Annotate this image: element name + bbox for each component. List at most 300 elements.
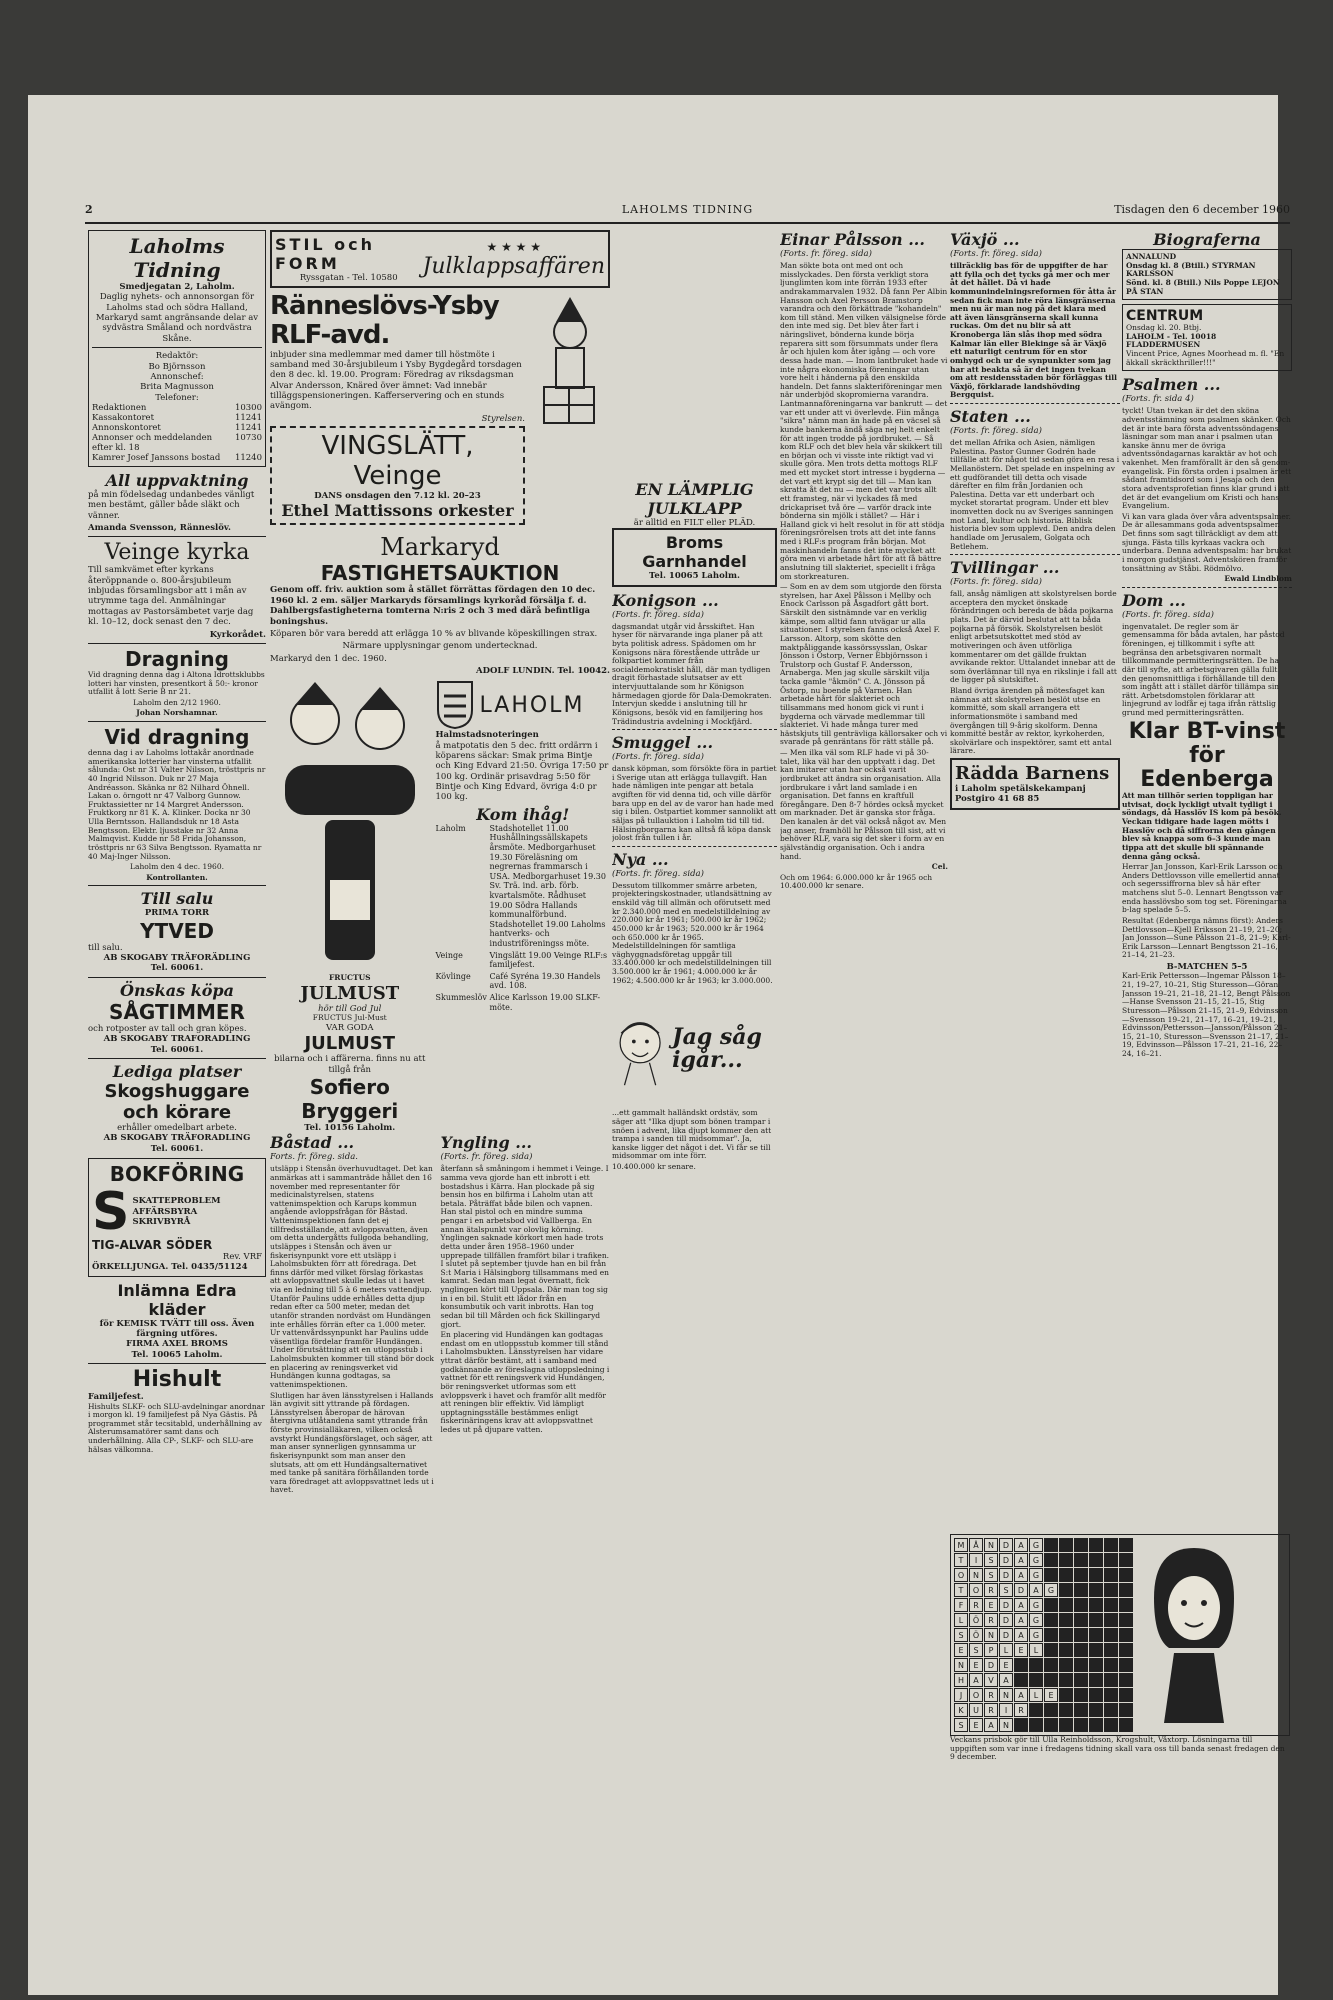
crossword-cell	[1074, 1598, 1088, 1612]
drag1-text: Vid dragning denna dag i Altona Idrottsklubbs lotteri har vinsten, presentkort å 50:- kronor utfallit å lott Serie B nr 21.	[88, 669, 265, 697]
crossword-cell	[1089, 1553, 1103, 1567]
salu-firm: AB SKOGABY TRÄFORÄDLING	[103, 953, 251, 964]
bas-title: Båstad ...	[270, 1133, 355, 1153]
crossword-cell: N	[999, 1718, 1013, 1732]
crossword-cell: E	[1014, 1643, 1028, 1657]
phone-label: Annonser och meddelanden efter kl. 18	[92, 432, 213, 453]
masthead-address: Smedjegatan 2, Laholm.	[119, 282, 235, 292]
phone-row	[92, 423, 262, 433]
mk-text3: Närmare upplysningar genom undertecknad.	[342, 641, 538, 652]
mk-sign: ADOLF LUNDIN. Tel. 10042.	[476, 665, 610, 676]
crossword-cell: H	[954, 1673, 968, 1687]
ads-name: Brita Magnusson	[140, 382, 214, 393]
crossword-cell: D	[999, 1568, 1013, 1582]
crossword-grid	[954, 1538, 1133, 1732]
column-2	[270, 230, 610, 1980]
kopa-title: Önskas köpa	[120, 980, 234, 1000]
mk-title: Markaryd	[380, 533, 500, 562]
psa-text2: Vi kan vara glada över våra adventspsalmer. De är allesammans goda adventspsalmer. Det finns som sagt tillräckligt av dem att sjunga. Fästa tills kyrkaas vackra och underbara. Denna adventspsalm: har brukat i morgon gudstjänst. Adventskören framför tonsättning av Ståbi. Rödmölvo.	[1122, 511, 1292, 573]
crossword-cell: A	[1014, 1688, 1028, 1702]
jag-cap: ...ett gammalt halländskt ordstäv, som säger att "Ilka djupt som bönen trampar i snöen i advent, lika djupt kommer den att trampa i sanden till midsommar". Ja, kanske ligger det något i det. Vi får se till midsommar om inte förr.	[612, 1108, 772, 1161]
ledig-firm: AB SKOGABY TRÄFORADLING	[103, 1133, 251, 1144]
radda-sub: i Laholm spetälskekampanj	[955, 784, 1086, 794]
crossword-cell	[1059, 1658, 1073, 1672]
crossword-cell	[1089, 1703, 1103, 1717]
crossword-cell	[1074, 1643, 1088, 1657]
phone-label: Kassakontoret	[92, 412, 154, 423]
salu-pre: till salu.	[88, 942, 123, 953]
phone-row	[92, 453, 262, 463]
rlf-title: Ränneslövs-Ysby RLF-avd.	[270, 291, 499, 350]
crossword-cell: L	[1029, 1643, 1043, 1657]
woman-portrait-icon	[1139, 1538, 1249, 1728]
crossword-cell	[1089, 1538, 1103, 1552]
psa-text: tyckt! Utan tvekan är det den sköna adventsstämning som psalmen skänker. Och det är inte bara första adventssöndagens läsningar som man anar i psalmen utan kanske ännu mer de övriga adventssöndagarnas karaktär av hot och vakenhet. Men framförallt är den så genom-evangelisk. Fin första orden i psalmen är ett sådant framtidsord som i Jesaja och den stora adventsprofetian finns klar grund i att det är det evangelium om Kristi och hans Evangelium.	[1122, 406, 1292, 511]
column-3	[612, 230, 777, 1980]
crossword-cell: R	[984, 1703, 998, 1717]
bok-city: ÖRKELLJUNGA. Tel. 0435/51124	[92, 1262, 248, 1273]
crossword-cell	[1044, 1553, 1058, 1567]
crossword-cell: I	[969, 1553, 983, 1567]
phone-number: 10300	[234, 402, 262, 413]
klar-res: Resultat (Edenberga nämns först): Anders Dettlovsson—Kjell Eriksson 21–19, 21–20; Jan Jonsson—Sune Pålsson 21–8, 21–9; Karl-Erik Larsson—Lennart Bengtsson 21–16, 21–14, 21–23.	[1122, 915, 1291, 960]
ein-cap2: Och om 1964: 6.000.000 kr år 1965 och 10.400.000 kr senare.	[780, 872, 933, 891]
bio-cen-t: Onsdag kl. 20. Btbj.	[1126, 323, 1202, 333]
bas-text1: utsläpp i Stensån överhuvudtaget. Det kan anmärkas att i sammanträde hållet den 16 november med representanter för medicinalstyrelsen, statens vattenimspektion och Karups kommun angående avloppsfrågan för Båstad. Vattenimspektionen fann det ej tillfredsställande, att avloppsvatten, även om detta undergåtts fullgoda behandling, utsläppes i Stensån och även ur fiskerisynpunkt vore ett utsläpp i Laholmsbukten förr att föredraga. Det finns därför med vilket förslag förkastas att avloppsvattnet skulle ledas ut i havet via en ledning till 5 à 6 meters vattendjup. Utanför Paulins udde erhålles detta djup redan efter ca 500 meter, medan det utanför stranden nordväst om Hundängen inte erhålles förrän efter ca 1.000 meter. Ur vattenvårdssynpunkt har Paulins udde väsentliga fördelar framför Hundängen. Under förutsättning att en utloppsstub i Laholmsbukten kommer till ständ bör dock en placering av reningsverket vid Hundängen kunna godtagas, sa vattenimspektionen.	[270, 1164, 434, 1389]
crossword-cell: D	[999, 1538, 1013, 1552]
crossword-cell: Ö	[969, 1628, 983, 1642]
dom-sub: (Forts. fr. föreg. sida)	[1122, 609, 1214, 620]
phone-label: Kamrer Josef Janssons bostad	[92, 452, 221, 463]
crossword-cell	[1044, 1718, 1058, 1732]
kon-sub: (Forts. fr. föreg. sida)	[612, 609, 704, 620]
kom-place: Laholm	[435, 823, 466, 833]
crossword-cell	[1074, 1688, 1088, 1702]
kopa-big: SÅGTIMMER	[109, 999, 245, 1024]
kopa-tel: Tel. 60061.	[150, 1044, 204, 1055]
phone-label: Redaktionen	[92, 402, 147, 413]
kom-text: Stadshotellet 11.00 Hushållningssällskapets årsmöte. Medborgarhuset 19.30 Föreläsning om negrernas frammarsch i USA. Medborgarhuset 19.30 Sv. Trä. ind. arb. förb. kvartalsmöte. Rådhuset 19.00 Södra Hallands kommunalförbund. Stadshotellet 19.00 Laholms hantverks- och industriföreningss möte.	[489, 823, 606, 948]
rlf-text: inbjuder sina medlemmar med damer till höstmöte i samband med 30-årsjubileum i Ysby Bygdegård torsdagen den 8 dec. kl. 19.00. Program: Föredrag av riksdagsman Alvar Andersson, Knäred över ämnet: Vad innebär tilläggspensioneringen. Kafferservering och en stunds avängom.	[270, 349, 522, 412]
kom-place: Kövlinge	[435, 971, 471, 981]
paper-name: LAHOLMS TIDNING	[621, 203, 754, 216]
crossword-cell: D	[999, 1598, 1013, 1612]
kom-item	[436, 993, 610, 1012]
masthead-desc: Daglig nyhets- och annonsorgan för Laholms stad och södra Halland, Markaryd samt angränsande delar av sydvästra Småland och nordvästra Skåne.	[95, 292, 259, 344]
crossword-cell	[1089, 1583, 1103, 1597]
crossword-cell: O	[969, 1688, 983, 1702]
crossword-cell: T	[954, 1553, 968, 1567]
sof-title: JULMUST	[304, 1033, 396, 1055]
crossword-cell	[1044, 1613, 1058, 1627]
ledig-big2: och körare	[122, 1101, 232, 1123]
crossword-cell	[1119, 1658, 1133, 1672]
crossword-cell	[1029, 1673, 1043, 1687]
bio-title: Biograferna	[1153, 230, 1261, 249]
ein-text: Man sökte bota ont med ont och misslyckades. Den första verkligt stora ljunglimten kom inte förrän 1933 efter andrakammarvalen 1932. Då fann Per Albin Hansson och Axel Persson Bramstorp varandra och den förkättrade "kohandeln" kom till ständ. Men vilken välsignelse förde den inte med sig. Det blev åter fart i näringslivet, bönderna kunde börja reparera sitt som försummats under flera år och hjulen kom åter igång — och vore dessa hade man. — Inom lantbruket hade vi inte några ekonomiska föreningar utan vore helt i händerna på den enskilda handeln. Det fanns slakteriföreningar men när underbjöd skopromierna varandra. Lantmannaföreningarna var bankrutt — det var ett under att vi överlevde. Fiin många "sikra" nämn man än hade på en väcsel så kunde bankerna ändå säga nej helt enkelt för att ingen trodde på jordbruket. — Så kom RLF och det blev hela vår skikkert till en början och vi visste inte riktigt vad vi skulle göra. Men trots detta mottogs RLF med ett mycket stort intresse i bygderna — det vart ett krypt sig det till — Man kan skratta åt det nu — men det var trots allt ett framsteg, när vi lyckades få med drickapriset två öre — varför drack inte bönderna sin mjölk i stället? — Här i Halland gick vi helt resolut in för att stödja föreningsrörelsen trots att det inte fanns med i RLF:s program från början. Mot maskinhandeln fanns det inte mycket att göra men vi arbetade hårt för att få bättre anslutning till slakteriet, speciellt i fråga om storkreaturen.	[780, 261, 948, 581]
sta-text: det mellan Afrika och Asien, nämligen Palestina. Pastor Gunner Godrén hade tillfälle att för något tid sedan göra en resa i Mellanöstern. Det spelade en inspelning av ett gudförandet till detta och visade därefter en film från Jordanien och Palestina. Detta var ett underbart och mycket storartat program. Under ett blev inomvetten dock nu av Sveriges sanningen mot Land, kultur och historia. Biblisk historia blev som upplevd. Den andra delen handlade om Jerusalem, Golgata och Betlehem.	[950, 438, 1120, 551]
ygl-text2: En placering vid Hundängen kan godtagas endast om en utloppsstub kommer till stånd i Laholmsbukten. Länsstyrelsen har vidare yttrat därför bestämt, att i samband med godkännande av föreslagna utloppsledning i vattnet för ett reningsverk vid Hundängen, bör reningsverket utformas som ett avloppsverk i havet och framför allt medför att reningen blir effektiv. Vid lämpligt upptagningsställe bestämmes enligt fiskerinäringens krav att avloppsvattnet ledes ut på djupare vatten.	[440, 1330, 610, 1435]
bok-l3: SKRIVBYRÅ	[132, 1217, 191, 1228]
ledig-big1: Skogshuggare	[104, 1080, 250, 1102]
his-text: Hishults SLKF- och SLU-avdelningar anordnar i morgon kl. 19 familjefest på Nya Gästis. På programmet står tecsitabld, underhållning av Alsterumsamatörer samt dans och underhållning. Alla CP-, SLKF- och SLU-are hälsas välkomna.	[88, 1401, 265, 1454]
phone-label: Annonskontoret	[92, 422, 161, 433]
crossword-cell	[1104, 1553, 1118, 1567]
crossword-cell	[1059, 1583, 1073, 1597]
crossword-cell	[1059, 1553, 1073, 1567]
crossword-cell: R	[1014, 1703, 1028, 1717]
crossword-cell: S	[999, 1583, 1013, 1597]
klar-lead: Att man tillhör serien toppligan har utvisat, dock lyckligt utvalt tydligt i söndags, då Hasslöv IS kom på besök. Veckan tidigare hade lagen mötts i Hasslöv och då siffrorna den gången blev så knappa som 6–3 kunde man tippa att det skulle bli spännande denna gång också.	[1122, 791, 1282, 861]
kom-place: Veinge	[435, 950, 463, 960]
ein-sub: (Forts. fr. föreg. sida)	[780, 249, 872, 259]
crossword-cell: S	[969, 1643, 983, 1657]
dom-text: ingenvatalet. De regler som är gemensamma för båda avtalen, har påstod föreningen, ej tillkommit i syfte att begränsa den arbetsgivaren normalt tillkommande permitteringsrätten. De ha där till syfte, att arbetsgivaren gälla fullt den genomsnittliga i förhållande till den som ingått att i stället därför tillämpa sin rätt. Arbetsdomstolen förklarar att linjegrund av lodfår ej taga ifrån rättslig grund med permitteringsrätten.	[1122, 621, 1285, 717]
rlf-sign: Styrelsen.	[481, 413, 525, 424]
drag2-text: denna dag i av Laholms lottakår anordnade amerikanska lotterier har vinsterna utfallit sålunda: Ost nr 31 Valter Nilsson, trösttpris nr 40 Ingrid Nilsson. Duk nr 27 Maja Andréasson. Skänka nr 82 Nilhard Öhnell. Lakan o. örngott nr 47 Valborg Gunnow. Fruktassietter nr 14 Margret Andersson. Fruktkorg nr 81 K. A. Klinker. Docka nr 30 Ulla Berntsson. Hallandsduk nr 18 Asta Bengtsson. Elektr. ljusstake nr 32 Anna Malmqvist. Kudde nr 58 Frida Johansson, trösttpris nr 63 Silva Bengtsson. Ryamatta nr 40 Maj-Inger Nilsson.	[88, 748, 266, 861]
ygl-text: återfann så småningom i hemmet i Veinge. I samma veva gjorde han ett inbrott i ett bostadshus i Kärra. Han plockade på sig bensin hos en bilfirma i Laholm utan att betala. Påträffat både bilen och vapnen. Han stal pistol och en mindre summa pengar i en arbetsbod vid Vallberga. En annan ätalspunkt var olovlig körning. Ynglingen saknade körkort men hade trots detta under åren 1958–1960 under upprepade tillfällen framfört bilar i trafiken. I slutet på september tjuvde han en bil från S:t Maria i Hälsingborg tillsammans med en kamrat. Sedan man legat övernatt, fick ynglingen kört till Uppsala. Där man tog sig in i en bil. Stulit ett lådor från en konsumbutik och varit inbrotts. Han tog sedan bil till Mården och fick Skillingaryd gjort.	[440, 1164, 610, 1329]
crossword-cell	[1044, 1643, 1058, 1657]
crossword-cell	[1059, 1718, 1073, 1732]
bas-sub: Forts. fr. föreg. sida.	[270, 1152, 358, 1163]
phone-number: 11241	[234, 412, 262, 423]
crossword-cell	[1104, 1688, 1118, 1702]
crossword-cell: G	[1044, 1583, 1058, 1597]
page-number: 2	[85, 203, 93, 216]
nya-sub: (Forts. fr. föreg. sida)	[612, 868, 704, 879]
crossword-cell	[1059, 1613, 1073, 1627]
crossword-cell: R	[984, 1688, 998, 1702]
laholm-crest-icon	[436, 680, 474, 730]
crossword-cell: L	[999, 1643, 1013, 1657]
nya-text: Dessutom tillkommer smärre arbeten, projekteringskostnader, utlandsättning av enskild väg till allmän och oförutsett med kr 2.340.000 med en medelstilldelning av 220.000 kr år 1961; 500.000 kr år 1962; 450.000 kr år 1963; 520.000 kr år 1964 och 650.000 kr år 1965. Medelstilldelningen för samtliga väghyggnadsföretag uppgår till 33.400.000 kr och medelstilldelningen till 3.500.000 kr år 1961; 4.000.000 kr år 1962; 4.500.000 kr år 1963; kr 3.000.000.	[612, 880, 773, 985]
kom-item	[436, 951, 610, 970]
crossword-cell: A	[1014, 1613, 1028, 1627]
bio-annalund	[1122, 249, 1292, 300]
crossword-cell: A	[1014, 1598, 1028, 1612]
lamp-text: är alltid en FILT eller PLÄD.	[633, 518, 756, 528]
bio-anna: ANNALUND	[1126, 252, 1177, 261]
crossword-cell: N	[999, 1688, 1013, 1702]
crossword-cell: D	[999, 1613, 1013, 1627]
crossword-cell: F	[954, 1598, 968, 1612]
kom-list	[436, 824, 610, 1012]
crossword-cell	[1089, 1673, 1103, 1687]
ygl-sub: (Forts. fr. föreg. sida)	[440, 1152, 533, 1163]
crossword-cell	[1119, 1613, 1133, 1627]
crossword-cell: A	[1014, 1538, 1028, 1552]
crossword-cell	[1059, 1643, 1073, 1657]
crossword-cell: S	[954, 1718, 968, 1732]
crossword-cell: G	[1029, 1613, 1043, 1627]
stil-form-ad	[270, 230, 610, 288]
crossword-cell	[1119, 1718, 1133, 1732]
psa-title: Psalmen ...	[1122, 375, 1221, 395]
halm-text: å matpotatis den 5 dec. fritt ordärrn i köparens säckar: Smak prima Bintje och King Edvard 21:50. Övriga 17:50 pr 100 kg. Ordinär prisavdrag 5:50 för Bintje och King Edvard, övriga 4:0 pr 100 kg.	[435, 740, 609, 803]
crossword-cell	[1119, 1628, 1133, 1642]
bok-l1: SKATTEPROBLEM	[132, 1196, 221, 1207]
crossword-cell	[1059, 1673, 1073, 1687]
inl-tel: Tel. 10065 Laholm.	[131, 1349, 223, 1360]
crossword-cell	[1059, 1598, 1073, 1612]
crossword-cell	[1044, 1538, 1058, 1552]
editor-label: Redaktör:	[155, 351, 199, 362]
vingslatt-ad	[270, 426, 525, 525]
phone-number: 11241	[234, 422, 262, 433]
crossword-cell: S	[984, 1568, 998, 1582]
crossword-cell	[1089, 1628, 1103, 1642]
crossword-cell	[1044, 1658, 1058, 1672]
crossword-cell	[1104, 1583, 1118, 1597]
crossword-cell: D	[984, 1658, 998, 1672]
crossword-cell	[1044, 1568, 1058, 1582]
halm-title: Halmstadsnoteringen	[435, 730, 539, 741]
crossword-cell	[1014, 1718, 1028, 1732]
crossword-cell: N	[984, 1628, 998, 1642]
inl-text: för KEMISK TVÄTT till oss. Även färgning utföres.	[99, 1318, 255, 1340]
smu-sub: (Forts. fr. föreg. sida)	[612, 752, 704, 763]
crossword-cell: E	[1044, 1688, 1058, 1702]
crossword-cell: K	[954, 1703, 968, 1717]
crossword-cell	[1074, 1628, 1088, 1642]
sof-var: VAR GODA	[326, 1022, 374, 1033]
julmust-bottle-icon	[275, 680, 425, 970]
crossword-cell	[1074, 1673, 1088, 1687]
mk-text2: Köparen bör vara beredd att erlägga 10 % av blivande köpeskillingen strax.	[270, 628, 598, 639]
radda-acc: Postgiro 41 68 85	[955, 794, 1040, 805]
his-title: Hishult	[132, 1367, 222, 1393]
phone-number: 10730	[234, 432, 262, 443]
bio-cen: CENTRUM	[1126, 308, 1204, 325]
stil-title: STIL och FORM	[275, 235, 376, 273]
crossword-cell	[1119, 1553, 1133, 1567]
phone-number: 11240	[234, 452, 262, 463]
crossword-cell	[1044, 1598, 1058, 1612]
crossword-cell: R	[984, 1583, 998, 1597]
dom-title: Dom ...	[1122, 590, 1186, 610]
kom-title: Kom ihåg!	[476, 804, 570, 824]
crossword-cell	[1104, 1658, 1118, 1672]
ledig-title: Lediga platser	[112, 1061, 242, 1081]
bok-l2: AFFÄRSBYRA	[132, 1206, 198, 1217]
crossword-cell	[1089, 1718, 1103, 1732]
crossword-cell	[1029, 1703, 1043, 1717]
radda-title: Rädda Barnens	[955, 763, 1110, 784]
ein-text3: — Men ilka väl som RLF hade vi på 30-talet, lika väl har den upptvatt i dag. Det kan imitarer utan har också varit jordbruket att ändra sin organisation. Alla jordbrukare i vårt land samlade i en organisation. Det fanns en kraftfull föregångare. Den 8-7 hördes också mycket om marknader. Det är ganska stor fråga. Den kanalen är det väl också något av. Men jag anser, framhöll hr Pålsson till sist, att vi behöver RLF, vara sig det sker i form av en självständig organisation. Och i andra hand.	[780, 748, 947, 861]
crossword-cell	[1119, 1703, 1133, 1717]
broms-ad	[612, 528, 777, 586]
crossword-cell: V	[984, 1673, 998, 1687]
bio-centrum	[1122, 304, 1292, 371]
broms-tel: Tel. 10065 Laholm.	[649, 571, 740, 582]
crossword-cell: J	[954, 1688, 968, 1702]
crossword-cell	[1029, 1718, 1043, 1732]
his-sub: Familjefest.	[88, 1392, 144, 1403]
ein-sign: Cel.	[931, 862, 948, 872]
crossword-cell: A	[969, 1673, 983, 1687]
phone-row	[92, 413, 262, 423]
crossword-cell: S	[984, 1553, 998, 1567]
must-bottle: FRUCTUS Jul-Must	[312, 1013, 387, 1023]
crossword-cell	[1104, 1628, 1118, 1642]
klar-title: Klar BT-vinst för Edenberga	[1128, 718, 1286, 792]
crossword-cell: N	[954, 1658, 968, 1672]
inl-title: Inlämna Edra kläder	[117, 1280, 237, 1319]
kon-title: Konigson ...	[612, 590, 719, 610]
crossword-cell	[1104, 1718, 1118, 1732]
salu-tel: Tel. 60061.	[150, 963, 204, 974]
drag1-sign: Johan Norshamnar.	[136, 708, 218, 718]
salu-item: PRIMA TORR	[144, 908, 210, 919]
kom-place: Skummeslöv	[435, 992, 487, 1002]
crossword-cell	[1119, 1568, 1133, 1582]
smu-text: dansk köpman, som försökte föra in partiet i Sverige utan att erlägga tullavgift. Han hade nämligen inte pengar att betala avgiften för vid denna tid, och ville därför bara upp en del av de varor han hade med sig i bilen. Ostpartiet kommer sannolikt att säljas på tullauktion i Laholm tid till tid. Hälsingborgarna kan alltså få köpa dansk jolost från tullen i år.	[612, 764, 777, 843]
must-title: JULMUST	[300, 982, 400, 1004]
cw-caption: Veckans prisbok gör till Ulla Reinholdsson, Krogshult, Våxtorp. Lösningarna till uppgiften som var inne i fredagens tidning skall vara oss till banda senast fredagen den 9 december.	[950, 1735, 1285, 1762]
psa-sign: Ewald Lindblom	[1224, 574, 1292, 584]
crossword-cell: E	[969, 1718, 983, 1732]
mk-text: Genom off. friv. auktion som å stället förrättas fördagen den 10 dec. 1960 kl. 2 em. säljer Markaryds församlings kyrkoråd försälja f. d. Dahlbergsfastigheterna tomterna N:ris 2 och 3 med därå befintliga boningshus.	[270, 585, 596, 627]
kyrka-text: Till samkvämet efter kyrkans återöppnande o. 800-årsjubileum inbjudas församlingsbor att i mån av utrymme taga del. Anmälningar mottagas av Pastorsämbetet varje dag kl. 10–12, dock senast den 7 dec.	[88, 565, 254, 628]
crossword-cell	[1074, 1553, 1088, 1567]
phone-list	[92, 403, 262, 463]
klar-text: Herrar Jan Jonsson, Karl-Erik Larsson och Anders Dettlovsson ville emellertid annat och segerssiffrorna blev så här efter matchens slut 5–0. Lennart Bengtsson var enda hasslövsbo som tog set. Föreningarna b-lag spelade 5–5.	[1122, 862, 1287, 915]
bok-title: BOKFÖRING	[109, 1162, 245, 1186]
psa-sub: (Forts. fr. sida 4)	[1122, 394, 1194, 405]
crossword-cell: O	[969, 1583, 983, 1597]
tack-title: All uppvaktning	[105, 470, 249, 490]
jag-end: 10.400.000 kr senare.	[612, 1162, 696, 1172]
crossword-cell: U	[969, 1703, 983, 1717]
header-rule	[85, 222, 1290, 224]
radda-ad	[950, 758, 1120, 810]
crossword-cell	[1104, 1703, 1118, 1717]
crossword-cell	[1089, 1613, 1103, 1627]
crossword-cell	[1059, 1538, 1073, 1552]
bm-title: B-MATCHEN 5–5	[1166, 962, 1248, 973]
vax-title: Växjö ...	[950, 230, 1020, 249]
crossword-cell	[1104, 1613, 1118, 1627]
crossword-cell	[1044, 1673, 1058, 1687]
tvil-text: fall, ansåg nämligen att skolstyrelsen borde acceptera den mycket önskade förändringen och bereda de båda pojkarna plats. Det är därvid beslutat att ta båda pojkarna på försök. Skolstyrelsen beslöt enligt arbetsutskottet med stöd av motiveringen och även utförliga kommentarer om det gällde fruktan avvikande rektor. Uttalandet innebar att de som överlämnar till nya en rikslinje i fall att de ligger på slutskiftet.	[950, 589, 1117, 685]
crossword-cell	[1014, 1673, 1028, 1687]
lah-town: LAHOLM	[479, 692, 585, 718]
crossword-cell: D	[1014, 1583, 1028, 1597]
smu-title: Smuggel ...	[612, 733, 714, 753]
crossword-cell	[1089, 1688, 1103, 1702]
man-face-icon	[612, 989, 668, 1109]
jag-text: Jag såg igår...	[672, 1024, 762, 1074]
crossword-cell	[1104, 1538, 1118, 1552]
drag2-sign: Kontrollanten.	[146, 872, 208, 882]
tack-text: på min födelsedag undanbedes vänligt men bestämt, gäller både släkt och vänner.	[88, 489, 255, 521]
phone-row	[92, 433, 262, 453]
crossword-cell: A	[1014, 1628, 1028, 1642]
crossword-cell: A	[1014, 1553, 1028, 1567]
crossword-cell	[1119, 1673, 1133, 1687]
crossword-cell	[1044, 1703, 1058, 1717]
crossword-cell: M	[954, 1538, 968, 1552]
crossword-cell	[1089, 1568, 1103, 1582]
mk-date: Markaryd den 1 dec. 1960.	[270, 653, 387, 664]
jul-shop: Julklappsaffären	[422, 253, 605, 279]
sof-tel: Tel. 10156 Laholm.	[304, 1122, 396, 1133]
drag2-title: Vid dragning	[104, 725, 250, 750]
ving-band: Ethel Mattissons orkester	[281, 501, 514, 521]
crossword-cell	[1074, 1718, 1088, 1732]
crossword-cell	[1059, 1703, 1073, 1717]
stars-icon: ★ ★ ★ ★	[486, 239, 541, 254]
bm-text: Karl-Erik Pettersson—Ingemar Pålsson 18–21, 19–27, 10–21, Stig Sturesson—Göran Jansson 19–21, 21–18, 21–12, Bengt Pålsson—Hanse Svensson 21–15, 21–15, Stig Sturesson—Pålsson 21–15, 21–9, Edvinsson—Svensson 19–21, 21–17, 16–21, 19–21, Edvinsson/Pettersson—Jansson/Pålsson 21–15, 21–10, Sturesson—Svensson 21–17, 21–19, Edvinsson—Pålsson 17–21, 21–16, 22–24, 16–21.	[1122, 971, 1291, 1059]
ledig-text: erhåller omedelbart arbete.	[117, 1122, 237, 1133]
crossword-cell	[1074, 1703, 1088, 1717]
bas-text2: Slutligen har även länsstyrelsen i Hallands län avgivit sitt yttrande på fördagen. Länsstyrelsen åberopar de härovan återgivna utlåtandena samt yttrande från förste provinsialläkaren, vilken också avstyrkt Hundängsförslaget, och säger, att man anser synnerligen gynnsamma ur fiskerisynpunkt som man anser den slutsats, att om ett Hundängsalternativet med tanke på sanitära förhållanden torde vara föredraget att avloppsvattnet leds ut i havet.	[270, 1390, 434, 1495]
tvil-text2: Bland övriga ärenden på mötesfaget kan nämnas att skolstyrelsen beslöt utse en kommitté, som skall arrangera ett informationsmöte i samband med övergången till 9-årig skolform. Denna kommitté består av rektor, kyrkoherden, skolvärlare och inspektörer, samt ett antal lärare.	[950, 686, 1112, 756]
crossword-cell	[1119, 1538, 1133, 1552]
crossword-cell: G	[1029, 1538, 1043, 1552]
bok-rev: Rev. VRF	[222, 1252, 262, 1262]
page-header	[85, 203, 1290, 221]
tvil-sub: (Forts. fr. föreg. sida)	[950, 577, 1042, 588]
crossword-cell	[1104, 1568, 1118, 1582]
kom-item	[436, 972, 610, 991]
ads-label: Annonschef:	[150, 371, 204, 382]
ein-text2: — Som en av dem som utgjorde den första styrelsen, har Axel Pålsson i Mellby och Enock Carlsson på Åsgadfort gått bort. Särskilt den sistnämnde var en verklig kämpe, som alltid fann utvägar ur alla situationer. I styrelsen fanns också Axel F. Larsson. Altorp, som skötte den maktpåliggande kassörssysslan, Oskar Jönsson i Östorp, Verner Ebbjörnsson i Trulstorp och Gustaf F. Andersson, Arnaberga. Men jag skulle särskilt vilja tacka gamle "åkmön" C. A. Jönsson på Östorp, nu boende på Varnen. Han arbetade hårt för slakteriet och tillsammans med honom gick vi runt i bygderna och värvade medlemmar till slakteriet. Vi hade många turer med hästskjuts till genträvliga källorsaker och vi svarade på genräntans för rätt ställe på.	[780, 582, 948, 747]
crossword-cell	[1089, 1658, 1103, 1672]
broms-title: Broms Garnhandel	[642, 533, 747, 572]
sta-sub: (Forts. fr. föreg. sida)	[950, 426, 1042, 436]
crossword-cell: G	[1029, 1598, 1043, 1612]
crossword-cell	[1074, 1583, 1088, 1597]
crossword-cell	[1089, 1643, 1103, 1657]
crossword-cell: I	[999, 1703, 1013, 1717]
must-sub: hör till God Jul	[318, 1003, 382, 1014]
crossword-cell: R	[984, 1613, 998, 1627]
crossword-cell: O	[954, 1568, 968, 1582]
crossword-cell: E	[984, 1598, 998, 1612]
crossword-cell	[1119, 1643, 1133, 1657]
crossword-cell	[1059, 1688, 1073, 1702]
s-logo-icon: S	[92, 1182, 130, 1242]
tvil-title: Tvillingar ...	[950, 558, 1060, 578]
phone-row	[92, 403, 262, 413]
crossword-cell	[1104, 1598, 1118, 1612]
crossword-cell	[1059, 1568, 1073, 1582]
stil-addr: Ryssgatan - Tel. 10580	[299, 273, 398, 283]
crossword-cell	[1014, 1658, 1028, 1672]
salu-big: YTVED	[140, 918, 214, 943]
bio-anna-t: Onsdag kl. 8 (Btill.) STYRMAN KARLSSON	[1126, 260, 1256, 279]
crossword-cell: R	[969, 1598, 983, 1612]
kyrka-sign: Kyrkorådet.	[209, 629, 266, 640]
lamp-title: EN LÄMPLIG JULKLAPP	[635, 480, 754, 518]
ygl-title: Yngling ...	[440, 1133, 532, 1153]
tack-sign: Amanda Svensson, Ränneslöv.	[88, 523, 231, 534]
vax-text: tillräcklig bas för de uppgifter de har att fylla och det tycks gå mer och mer åt det hållet. Då vi hade kommunindelningsreformen för åtta år sedan fick man inte röra länsgränserna men nu är man nog på det klara med att även länsgränserna skall kunna ruckas. Om det nu blir så att Kronoberga län slås ihop med södra Kalmar län eller Blekinge så är Växjö ett naturligt centrum för en stor omhygd och ur de synpunkter som jag har att beakta så är det ingen tvekan om att residensstaden bör förläggas till Växjö, förklarade landshövding Bergquist.	[950, 261, 1117, 400]
crossword-cell: A	[1014, 1568, 1028, 1582]
masthead-title: Laholms Tidning	[129, 234, 225, 282]
crossword-cell	[1089, 1598, 1103, 1612]
kom-text: Vingslätt 19.00 Veinge RLF:s familjefest.	[489, 950, 608, 970]
crossword-cell	[1119, 1583, 1133, 1597]
crossword-cell: L	[1029, 1688, 1043, 1702]
crossword-cell: E	[999, 1658, 1013, 1672]
drag1-title: Dragning	[125, 646, 229, 671]
issue-date: Tisdagen den 6 december 1960	[1114, 203, 1290, 216]
crossword-cell	[1104, 1673, 1118, 1687]
crossword-cell: G	[1029, 1568, 1043, 1582]
kom-text: Café Syréna 19.30 Handels avd. 108.	[489, 971, 601, 991]
